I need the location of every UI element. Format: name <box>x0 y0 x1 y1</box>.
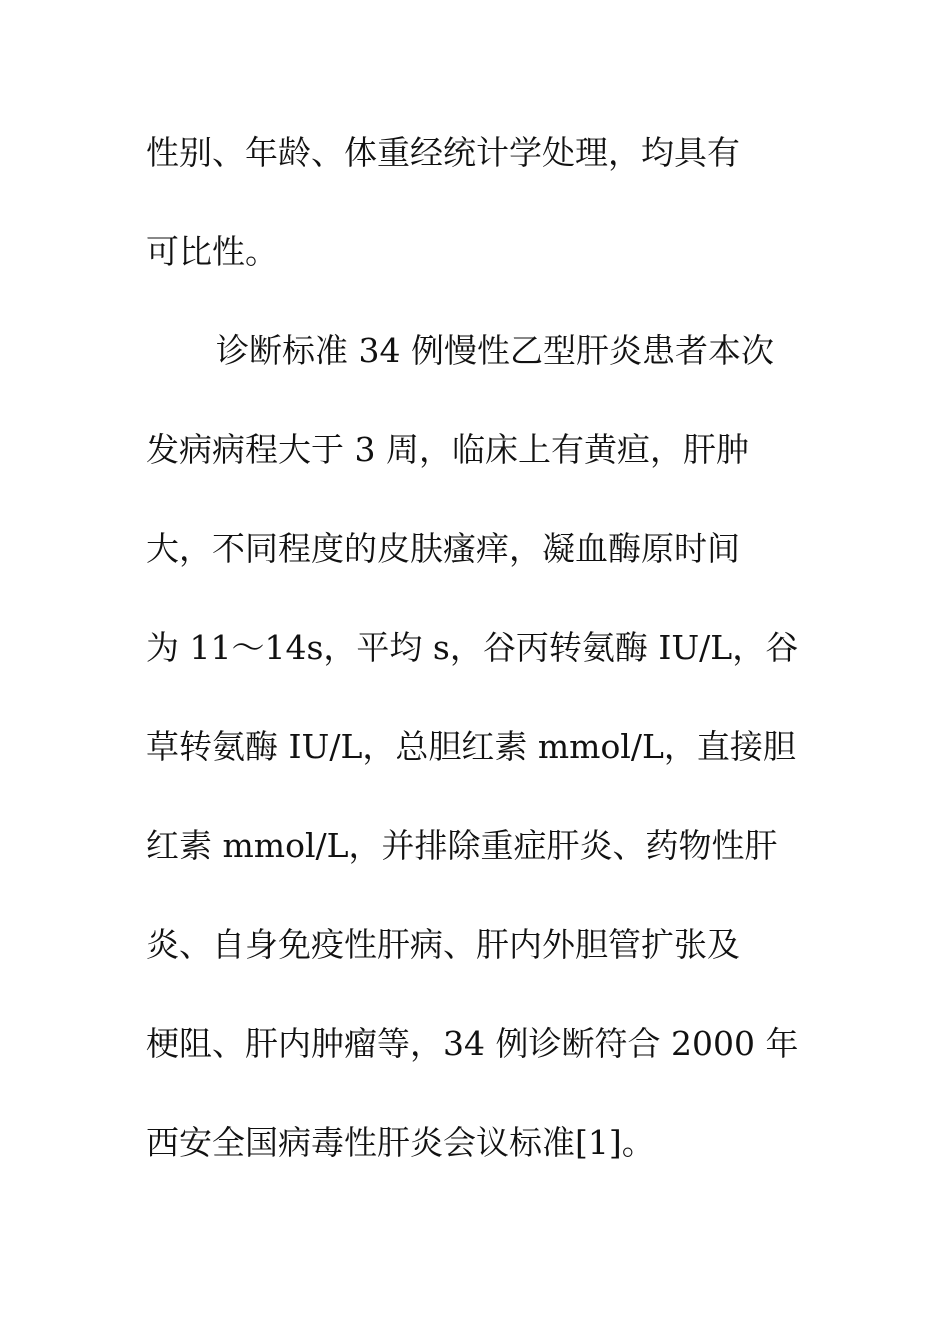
text-line-7: 草转氨酶 IU/L，总胆红素 mmol/L，直接胆 <box>146 727 796 766</box>
body-text <box>146 122 806 1211</box>
text-line-8: 红素 mmol/L，并排除重症肝炎、药物性肝 <box>146 826 778 865</box>
text-line-11: 西安全国病毒性肝炎会议标准[1]。 <box>146 1123 655 1162</box>
text-line-10: 梗阻、肝内肿瘤等，34 例诊断符合 2000 年 <box>146 1024 799 1063</box>
text-line-1: 性别、年龄、体重经统计学处理，均具有 <box>146 133 740 172</box>
text-line-3: 诊断标准 34 例慢性乙型肝炎患者本次 <box>216 331 774 370</box>
text-line-9: 炎、自身免疫性肝病、肝内外胆管扩张及 <box>146 925 740 964</box>
text-line-6: 为 11～14s，平均 s，谷丙转氨酶 IU/L，谷 <box>146 628 799 667</box>
text-line-2: 可比性。 <box>146 232 278 271</box>
text-line-4: 发病病程大于 3 周，临床上有黄疸，肝肿 <box>146 430 749 469</box>
text-line-5: 大，不同程度的皮肤瘙痒，凝血酶原时间 <box>146 529 740 568</box>
